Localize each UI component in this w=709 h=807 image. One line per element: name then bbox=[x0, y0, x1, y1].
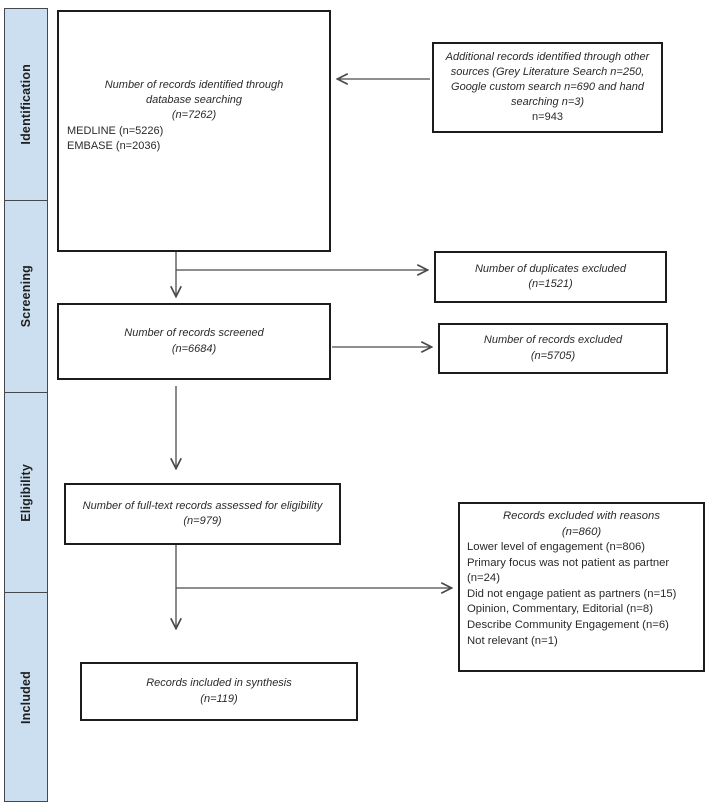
records-excluded-title: Number of records excluded bbox=[483, 334, 623, 347]
box-additional-records bbox=[432, 42, 663, 133]
records-screened-title: Number of records screened bbox=[124, 327, 264, 340]
records-identified-title: Number of records identified through database searching bbox=[104, 79, 284, 107]
duplicates-excluded-title: Number of duplicates excluded bbox=[474, 262, 627, 275]
excluded-reason-item: Describe Community Engagement (n=6) bbox=[467, 619, 669, 632]
box-records-screened bbox=[57, 303, 331, 380]
stage-screening bbox=[4, 200, 48, 393]
box-fulltext-assessed bbox=[64, 483, 341, 545]
records-identified-embase: EMBASE (n=2036) bbox=[67, 139, 161, 152]
records-screened-count: (n=6684) bbox=[171, 342, 217, 355]
excluded-reason-item: Did not engage patient as partners (n=15) bbox=[467, 587, 677, 600]
box-records-identified bbox=[57, 10, 331, 252]
stage-included-label: Included bbox=[19, 670, 33, 724]
excluded-reason-item: Lower level of engagement (n=806) bbox=[467, 541, 646, 554]
excluded-reasons-count: (n=860) bbox=[561, 525, 602, 538]
box-records-included bbox=[80, 662, 358, 721]
box-records-excluded bbox=[438, 323, 668, 374]
stage-identification-label: Identification bbox=[19, 64, 33, 145]
box-duplicates-excluded bbox=[434, 251, 667, 303]
records-included-count: (n=119) bbox=[200, 692, 238, 705]
stage-included bbox=[4, 592, 48, 802]
fulltext-assessed-count: (n=979) bbox=[183, 515, 222, 527]
additional-records-count: n=943 bbox=[532, 111, 563, 124]
stage-eligibility bbox=[4, 392, 48, 593]
duplicates-excluded-count: (n=1521) bbox=[528, 278, 573, 290]
excluded-reasons-title: Records excluded with reasons bbox=[503, 510, 660, 522]
stage-screening-label: Screening bbox=[19, 265, 33, 328]
stage-eligibility-label: Eligibility bbox=[19, 463, 33, 522]
excluded-reason-item: Opinion, Commentary, Editorial (n=8) bbox=[467, 603, 653, 616]
stage-identification bbox=[4, 8, 48, 201]
records-included-title: Records included in synthesis bbox=[146, 677, 292, 690]
records-identified-medline: MEDLINE (n=5226) bbox=[67, 124, 164, 137]
excluded-reason-item: Not relevant (n=1) bbox=[467, 634, 558, 647]
records-identified-count: (n=7262) bbox=[171, 109, 217, 122]
box-excluded-with-reasons bbox=[458, 502, 705, 672]
excluded-reason-item: Primary focus was not patient as partner (n=24) bbox=[467, 556, 670, 585]
additional-records-title: Additional records identified through other sources (Grey Literature Search n=250, Google custom search n=690 and hand searching n=3) bbox=[445, 50, 650, 109]
fulltext-assessed-title: Number of full-text records assessed for eligibility bbox=[82, 499, 323, 512]
records-excluded-count: (n=5705) bbox=[530, 349, 576, 362]
